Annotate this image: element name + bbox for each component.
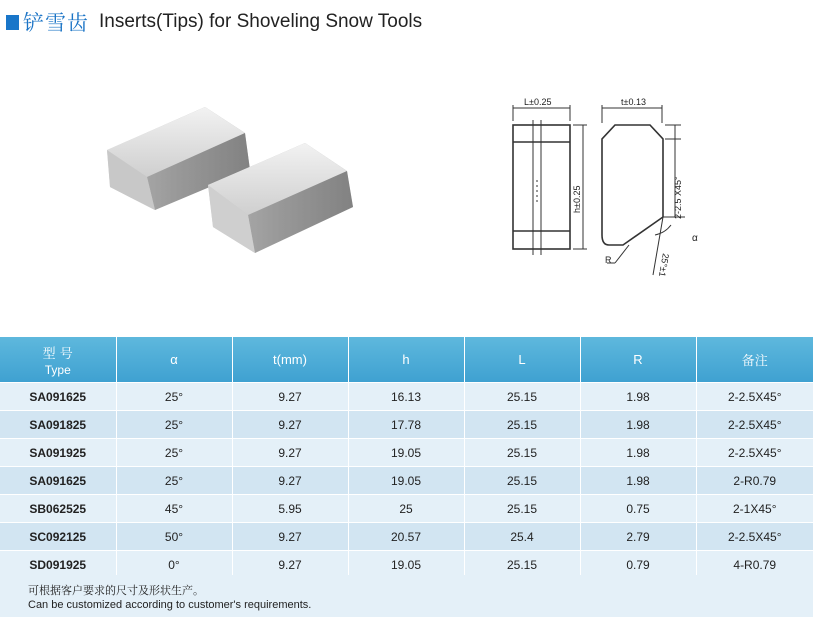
cell-type: SA091925 [0,439,116,467]
cell-alpha: 25° [116,467,232,495]
header-note: 备注 [696,337,813,383]
header-L: L [464,337,580,383]
cell-L: 25.15 [464,439,580,467]
cell-alpha: 25° [116,411,232,439]
header-R: R [580,337,696,383]
cell-R: 1.98 [580,439,696,467]
header-type-cn: 型 号 [42,346,73,362]
cell-L: 25.15 [464,495,580,523]
angle-label: 25°±1 [656,252,671,278]
cell-L: 25.15 [464,383,580,411]
table-header-row [0,337,813,383]
cell-note: 2-2.5X45° [696,383,813,411]
cell-t: 5.95 [232,495,348,523]
cell-R: 1.98 [580,467,696,495]
cell-note: 2-2.5X45° [696,439,813,467]
technical-drawing [495,95,710,285]
table-row [0,551,813,579]
cell-type: SA091625 [0,383,116,411]
cell-L: 25.15 [464,551,580,579]
title-english: Inserts(Tips) for Shoveling Snow Tools [99,11,423,32]
table-row [0,467,813,495]
cell-alpha: 25° [116,439,232,467]
cell-note: 2-1X45° [696,495,813,523]
inserts-photo [95,95,395,270]
cell-note: 4-R0.79 [696,551,813,579]
cell-h: 17.78 [348,411,464,439]
cell-h: 19.05 [348,439,464,467]
cell-note: 2-R0.79 [696,467,813,495]
cell-R: 2.79 [580,523,696,551]
table-row [0,523,813,551]
page-header [6,8,422,36]
cell-t: 9.27 [232,411,348,439]
header-t: t(mm) [232,337,348,383]
cell-alpha: 45° [116,495,232,523]
alpha-label: α [692,233,698,244]
header-type-en: Type [44,362,71,377]
note-english: Can be customized according to customer's requirements. [28,599,312,611]
cell-R: 0.79 [580,551,696,579]
cell-alpha: 50° [116,523,232,551]
cell-R: 1.98 [580,383,696,411]
cell-t: 9.27 [232,523,348,551]
dim-t-label: t±0.13 [621,97,646,107]
cell-note: 2-2.5X45° [696,411,813,439]
cell-h: 19.05 [348,467,464,495]
cell-t: 9.27 [232,551,348,579]
cell-R: 0.75 [580,495,696,523]
cell-h: 16.13 [348,383,464,411]
cell-alpha: 25° [116,383,232,411]
cell-h: 20.57 [348,523,464,551]
title-square-icon [6,15,19,30]
chamfer-label: 2-2.5 X45° [673,176,683,219]
cell-t: 9.27 [232,439,348,467]
cell-h: 19.05 [348,551,464,579]
table-row [0,411,813,439]
cell-type: SA091625 [0,467,116,495]
dim-L-label: L±0.25 [524,97,552,107]
cell-type: SB062525 [0,495,116,523]
cell-h: 25 [348,495,464,523]
cell-L: 25.15 [464,411,580,439]
table-row [0,495,813,523]
cell-type: SD091925 [0,551,116,579]
front-view [513,105,587,255]
cell-t: 9.27 [232,383,348,411]
cell-t: 9.27 [232,467,348,495]
cell-L: 25.4 [464,523,580,551]
table-row [0,439,813,467]
cell-type: SA091825 [0,411,116,439]
header-h: h [348,337,464,383]
cell-L: 25.15 [464,467,580,495]
dim-h-label: h±0.25 [572,185,582,213]
header-type [0,337,116,383]
footer-note [0,575,813,617]
header-alpha: α [116,337,232,383]
title-chinese: 铲雪齿 [23,11,89,35]
note-chinese: 可根据客户要求的尺寸及形状生产。 [28,584,204,597]
radius-label: R [605,255,612,265]
cell-alpha: 0° [116,551,232,579]
table-row [0,383,813,411]
cell-type: SC092125 [0,523,116,551]
cell-R: 1.98 [580,411,696,439]
specifications-table [0,337,813,578]
cell-note: 2-2.5X45° [696,523,813,551]
